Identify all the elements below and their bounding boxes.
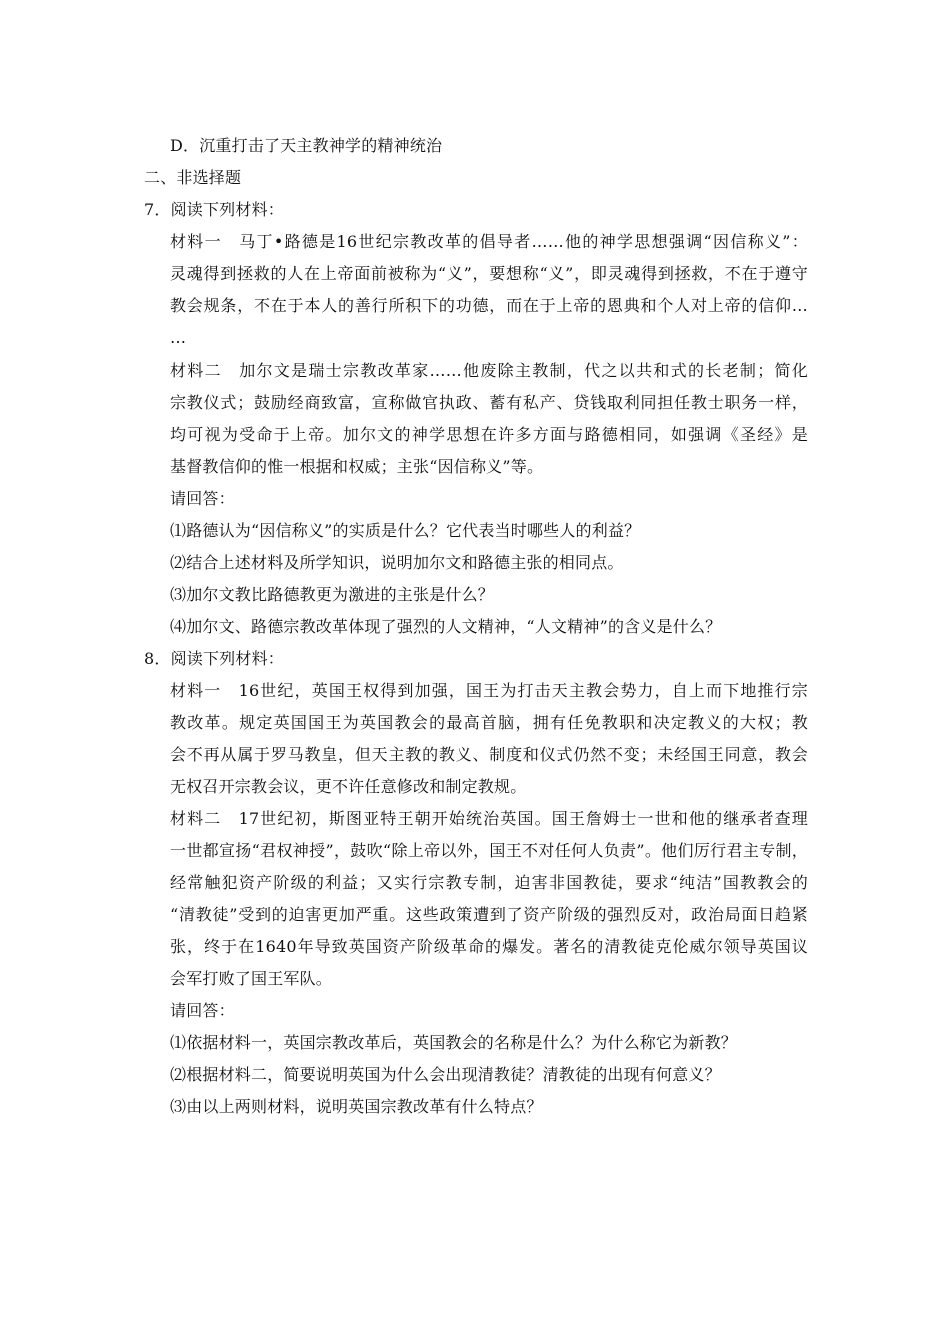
q7-material2-line: 基督教信仰的惟一根据和权威；主张“因信称义”等。 (170, 457, 544, 476)
q8-material1-line: 无权召开宗教会议，更不许任意修改和制定教规。 (170, 777, 527, 796)
q8-material1-line: 会不再从属于罗马教皇，但天主教的教义、制度和仪式仍然不变；未经国王同意，教会 (170, 745, 808, 764)
q8-material2-line: 一世都宣扬“君权神授”，鼓吹“除上帝以外，国王不对任何人负责”。他们厉行君主专制， (170, 841, 808, 860)
q8-question: ⑴依据材料一，英国宗教改革后，英国教会的名称是什么？为什么称它为新教？ (170, 1033, 738, 1052)
q7-question: ⑷加尔文、路德宗教改革体现了强烈的人文精神，“人文精神”的含义是什么？ (170, 617, 722, 636)
q8-material2-line: “清教徒”受到的迫害更加严重。这些政策遭到了资产阶级的强烈反对，政治局面日趋紧 (170, 905, 808, 924)
option-d: D．沉重打击了天主教神学的精神统治 (170, 136, 443, 155)
q8-heading: 8．阅读下列材料： (144, 649, 284, 668)
q7-material2-line: 均可视为受命于上帝。加尔文的神学思想在许多方面与路德相同，如强调《圣经》是 (170, 425, 808, 444)
q7-material2-line: 宗教仪式；鼓励经商致富，宣称做官执政、蓄有私产、贷钱取利同担任教士职务一样， (170, 393, 808, 412)
q7-material2-line: 材料二 加尔文是瑞士宗教改革家……他废除主教制，代之以共和式的长老制；简化 (170, 361, 808, 380)
q7-material1-line: … (170, 328, 187, 347)
section-title: 二、非选择题 (144, 168, 242, 187)
q8-question: ⑶由以上两则材料，说明英国宗教改革有什么特点？ (170, 1097, 543, 1116)
q7-question: ⑶加尔文教比路德教更为激进的主张是什么？ (170, 585, 495, 604)
q8-material2-line: 经常触犯资产阶级的利益；又实行宗教专制，迫害非国教徒，要求“纯洁”国教教会的 (170, 873, 808, 892)
q7-heading: 7．阅读下列材料： (144, 200, 284, 219)
q8-material2-line: 张，终于在1640年导致英国资产阶级革命的爆发。著名的清教徒克伦威尔领导英国议 (170, 937, 808, 956)
q8-prompt: 请回答： (170, 1001, 235, 1020)
q7-question: ⑴路德认为“因信称义”的实质是什么？它代表当时哪些人的利益？ (170, 521, 641, 540)
q8-question: ⑵根据材料二，简要说明英国为什么会出现清教徒？清教徒的出现有何意义？ (170, 1065, 721, 1084)
q7-material1-line: 教会规条，不在于本人的善行所积下的功德，而在于上帝的恩典和个人对上帝的信仰… (170, 296, 808, 315)
q8-material1-line: 材料一 16世纪，英国王权得到加强，国王为打击天主教会势力，自上而下地推行宗 (170, 681, 808, 700)
q8-material2-line: 材料二 17世纪初，斯图亚特王朝开始统治英国。国王詹姆士一世和他的继承者查理 (170, 809, 808, 828)
q7-prompt: 请回答： (170, 489, 235, 508)
q8-material2-line: 会军打败了国王军队。 (170, 969, 333, 988)
q7-question: ⑵结合上述材料及所学知识，说明加尔文和路德主张的相同点。 (170, 553, 624, 572)
q8-material1-line: 教改革。规定英国国王为英国教会的最高首脑，拥有任免教职和决定教义的大权；教 (170, 713, 808, 732)
q7-material1-line: 材料一 马丁•路德是16世纪宗教改革的倡导者……他的神学思想强调“因信称义”： (170, 232, 808, 251)
q7-material1-line: 灵魂得到拯救的人在上帝面前被称为“义”，要想称“义”，即灵魂得到拯救，不在于遵守 (170, 264, 808, 283)
